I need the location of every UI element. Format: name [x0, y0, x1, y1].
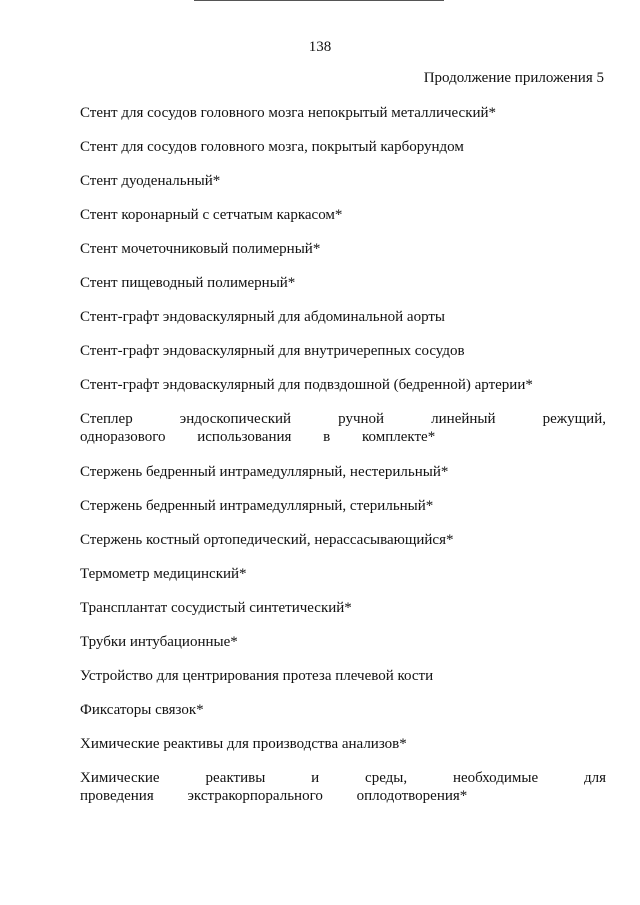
list-item: Стент для сосудов головного мозга, покрытый карборундом: [80, 139, 464, 155]
list-item: Химические реактивы и среды, необходимые для проведения экстракорпорального оплодотворения*: [80, 770, 606, 804]
list-item: Стержень костный ортопедический, нерассасывающийся*: [80, 532, 454, 548]
list-item: Трубки интубационные*: [80, 634, 238, 650]
list-item: Степлер эндоскопический ручной линейный режущий, одноразового использования в комплекте*: [80, 411, 606, 445]
list-item: Стент-графт эндоваскулярный для подвздошной (бедренной) артерии*: [80, 377, 533, 393]
list-item: Стент пищеводный полимерный*: [80, 275, 296, 291]
list-item: Стержень бедренный интрамедуллярный, стерильный*: [80, 498, 434, 514]
list-item: Стент коронарный с сетчатым каркасом*: [80, 207, 343, 223]
list-item: Стент-графт эндоваскулярный для внутричерепных сосудов: [80, 343, 465, 359]
top-rule: [194, 0, 444, 1]
list-item: Стент дуоденальный*: [80, 173, 221, 189]
device-list: [80, 104, 606, 822]
list-item: Термометр медицинский*: [80, 566, 247, 582]
list-item: Стержень бедренный интрамедуллярный, нестерильный*: [80, 464, 449, 480]
list-item: Устройство для центрирования протеза плечевой кости: [80, 668, 434, 684]
list-item: Стент-графт эндоваскулярный для абдоминальной аорты: [80, 309, 446, 325]
list-item: Стент мочеточниковый полимерный*: [80, 241, 321, 257]
list-item: Стент для сосудов головного мозга непокрытый металлический*: [80, 105, 497, 121]
list-item: Химические реактивы для производства анализов*: [80, 736, 407, 752]
page-number: 138: [308, 39, 332, 55]
list-item: Фиксаторы связок*: [80, 702, 204, 718]
appendix-continuation-label: Продолжение приложения 5: [423, 70, 604, 86]
list-item: Трансплантат сосудистый синтетический*: [80, 600, 352, 616]
